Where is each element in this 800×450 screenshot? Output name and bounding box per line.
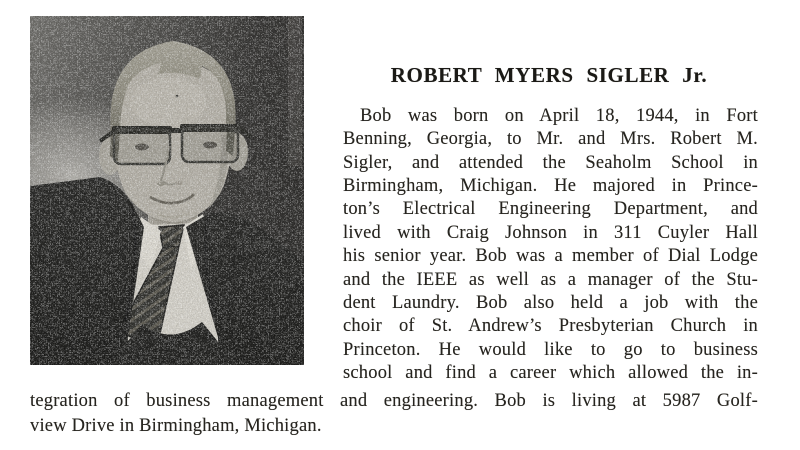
text-line: ton’s Electrical Engineering Department, and: [343, 199, 758, 220]
text-line: Sigler, and attended the Seaholm School in: [343, 152, 758, 173]
text-line: dent Laundry. Bob also held a job with the: [343, 292, 758, 313]
text-line: school and find a career which allowed the in-: [343, 362, 758, 383]
page-title: ROBERT MYERS SIGLER Jr.: [390, 63, 708, 87]
text-line: and the IEEE as well as a manager of the Stu-: [343, 269, 758, 290]
biography-continuation: [30, 389, 758, 438]
text-line: tegration of business management and engineering. Bob is living at 5987 Golf-: [30, 391, 758, 411]
photo-grain: [30, 16, 304, 365]
text-line: his senior year. Bob was a member of Dial Lodge: [343, 246, 758, 267]
text-line: view Drive in Birmingham, Michigan.: [30, 415, 322, 436]
portrait-illustration: [30, 16, 304, 365]
text-line: choir of St. Andrew’s Presbyterian Church in: [343, 316, 758, 337]
biography-column: [343, 105, 758, 385]
text-line: lived with Craig Johnson in 311 Cuyler Hall: [343, 222, 758, 243]
text-line: Birmingham, Michigan. He majored in Prince-: [343, 176, 758, 197]
text-line: Bob was born on April 18, 1944, in Fort: [360, 106, 758, 126]
text-line: Benning, Georgia, to Mr. and Mrs. Robert M.: [343, 129, 758, 150]
text-line: Princeton. He would like to go to business: [343, 339, 758, 360]
portrait-photo: [30, 16, 304, 365]
